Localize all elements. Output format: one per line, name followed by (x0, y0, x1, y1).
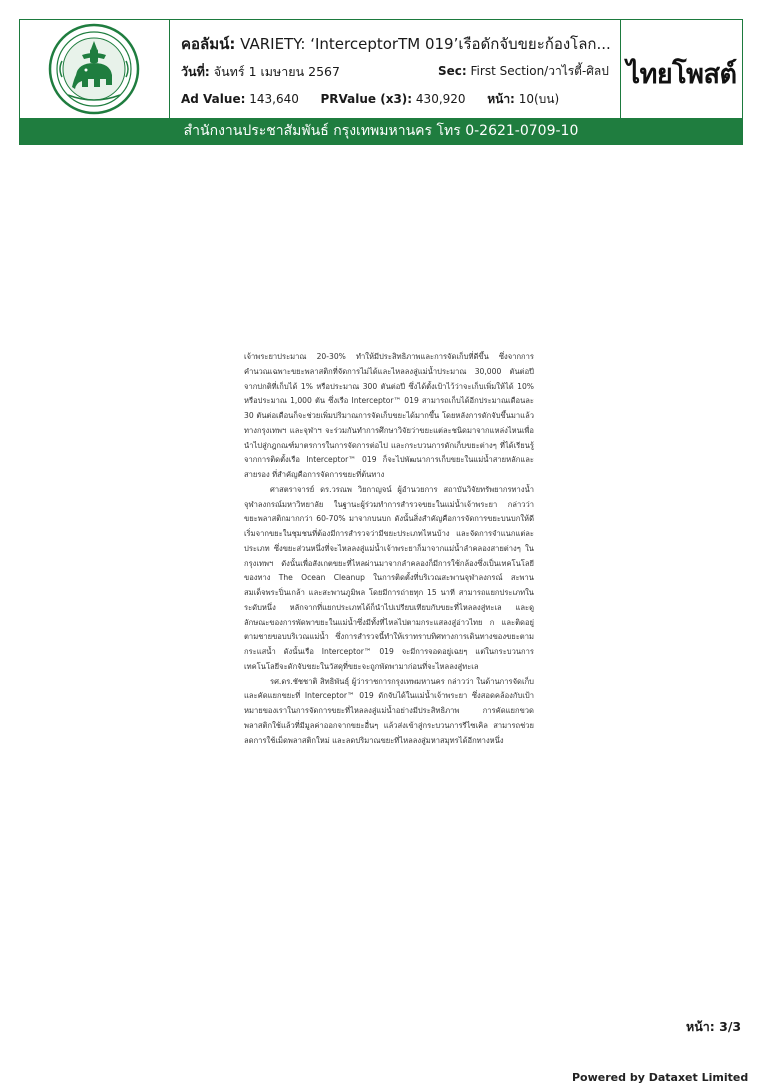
column-value: VARIETY: ‘InterceptorTM 019’เรือดักจับขยะก้องโลก... (240, 35, 611, 53)
ad-value-label: Ad Value: (181, 92, 246, 106)
column-label: คอลัมน์: (181, 35, 236, 53)
page-indicator: หน้า: 3/3 (686, 1019, 742, 1034)
logo-cell (20, 20, 170, 118)
page-value: 10(บน) (518, 92, 560, 106)
sec-label: Sec: (438, 64, 467, 78)
powered-by: Powered by Dataxet Limited (572, 1071, 749, 1084)
date-line (181, 62, 340, 82)
article-paragraph-1: เจ้าพระยาประมาณ 20-30% ทำให้มีประสิทธิภาพและการจัดเก็บที่ดีขึ้น ซึ่งจากการคำนวณเฉพาะขยะพลาสติกที่จัดการไม่ได้และไหลลงสู่แม่น้ำประมาณ 30,000 ตันต่อปี จากปกติที่เก็บได้ 1% หรือประมาณ 300 ตันต่อปี ซึ่งได้ตั้งเป้าไว้ว่าจะเก็บเพิ่มให้ได้ 10% หรือประมาณ 1,000 ตัน ซึ่งเรือ Interceptor™ 019 สามารถเก็บได้อีกประมาณเดือนละ 30 ตันต่อเดือนก็จะช่วยเพิ่มปริมาณการจัดเก็บขยะได้มากขึ้น โดยหลังการดักจับขึ้นมาแล้วทางกรุงเทพฯ และจุฬาฯ จะร่วมกันทำการศึกษาวิจัยว่าขยะแต่ละชนิดมาจากแหล่งไหนเพื่อนำไปสู่กฎกณฑ์มาตรการในการจัดการต่อไป และกระบวนการดักเก็บขยะต่างๆ ที่ได้เรียนรู้จากการติดตั้งเรือ Interceptor™ 019 ก็จะไปพัฒนาการเก็บขยะในแม่น้ำสายหลักและสายรอง ที่สำคัญคือการจัดการขยะที่ต้นทาง (244, 352, 534, 479)
newspaper-logo: ไทยโพสต์ (626, 59, 737, 90)
page-label: หน้า: (487, 92, 515, 106)
value-line (181, 90, 559, 109)
pr-value: 430,920 (415, 92, 466, 106)
pr-value-label: PRValue (x3): (320, 92, 413, 106)
contact-bar: สำนักงานประชาสัมพันธ์ กรุงเทพมหานคร โทร 0-2621-0709-10 (20, 118, 742, 145)
article-body (244, 350, 534, 748)
info-cell (170, 20, 621, 118)
section-line (438, 62, 618, 81)
ad-value: 143,640 (249, 92, 299, 106)
clipping-header (19, 19, 743, 145)
date-label: วันที่: (181, 64, 210, 79)
brand-cell (621, 20, 742, 118)
bangkok-seal-icon (48, 23, 140, 115)
sec-value: First Section/วาไรตี้-ศิลป (470, 64, 609, 78)
date-value: จันทร์ 1 เมษายน 2567 (213, 64, 340, 79)
article-paragraph-3: รศ.ดร.ชัชชาติ สิทธิพันธุ์ ผู้ว่าราชการกรุงเทพมหานคร กล่าวว่า ในด้านการจัดเก็บและคัดแยกขยะที่ Interceptor™ 019 ดักจับได้ในแม่น้ำเจ้าพระยา ซึ่งสอดคล้องกับเป้าหมายของเราในการจัดการขยะที่ไหลลงสู่แม่น้ำอย่างมีประสิทธิภาพ การคัดแยกขวดพลาสติกใช้แล้วที่มีมูลค่าออกจากขยะอื่นๆ แล้วส่งเข้าสู่กระบวนการรีไซเคิล สามารถช่วยลดการใช้เม็ดพลาสติกใหม่ และลดปริมาณขยะที่ไหลลงสู่มหาสมุทรได้อีกทางหนึ่ง (244, 676, 534, 745)
article-paragraph-2: ศาสตราจารย์ ดร.วรณพ วิยกาญจน์ ผู้อำนวยการ สถาบันวิจัยทรัพยากรทางน้ำ จุฬาลงกรณ์มหาวิทยาลัย ในฐานะผู้ร่วมทำการสำรวจขยะในแม่น้ำเจ้าพระยา กล่าวว่า ขยะพลาสติกมากกว่า 60-70% มาจากบนบก ดังนั้นสิ่งสำคัญคือการจัดการขยะบนบกให้ดี เริ่มจากขยะในชุมชนที่ต้องมีการสำรวจว่ามีขยะประเภทไหนบ้าง และจัดการจำแนกแต่ละประเภท ซึ่งขยะส่วนหนึ่งที่จะไหลลงสู่แม่น้ำเจ้าพระยาก็มาจากแม่น้ำลำคลองสายต่างๆ ในกรุงเทพฯ ดังนั้นเพื่อสังเกตขยะที่ไหลผ่านมาจากลำคลองก็มีการใช้กล้องซึ่งเป็นเทคโนโลยีของทาง The Ocean Cleanup ในการติดตั้งที่บริเวณสะพานจุฬาลงกรณ์ สะพานสมเด็จพระปิ่นเกล้า และสะพานภูมิพล โดยมีการถ่ายทุก 15 นาที สามารถแยกประเภทในระดับหนึ่ง หลักจากที่แยกประเภทได้ก็นำไปเปรียบเทียบกับขยะที่ไหลลงสู่ทะเล และดูลักษณะของการพัดพาขยะในแม่น้ำซึ่งมีทั้งที่ไหลไปตามกระแสลงสู่อ่าวไทย ก และติดอยู่ตามชายขอบบริเวณแม่น้ำ ซึ่งการสำรวจนี้ทำให้เราทราบทิศทางการเดินทางของขยะตามกระแสน้ำ ดังนั้นเรือ Interceptor™ 019 จะมีการจอดอยู่เฉยๆ แต่ในกระบวนการเทคโนโลยีจะดักจับขยะในวัสดุที่ขยะจะถูกพัดพามาก่อนที่จะไหลลงสู่ทะเล (244, 484, 534, 671)
column-title (181, 32, 613, 56)
